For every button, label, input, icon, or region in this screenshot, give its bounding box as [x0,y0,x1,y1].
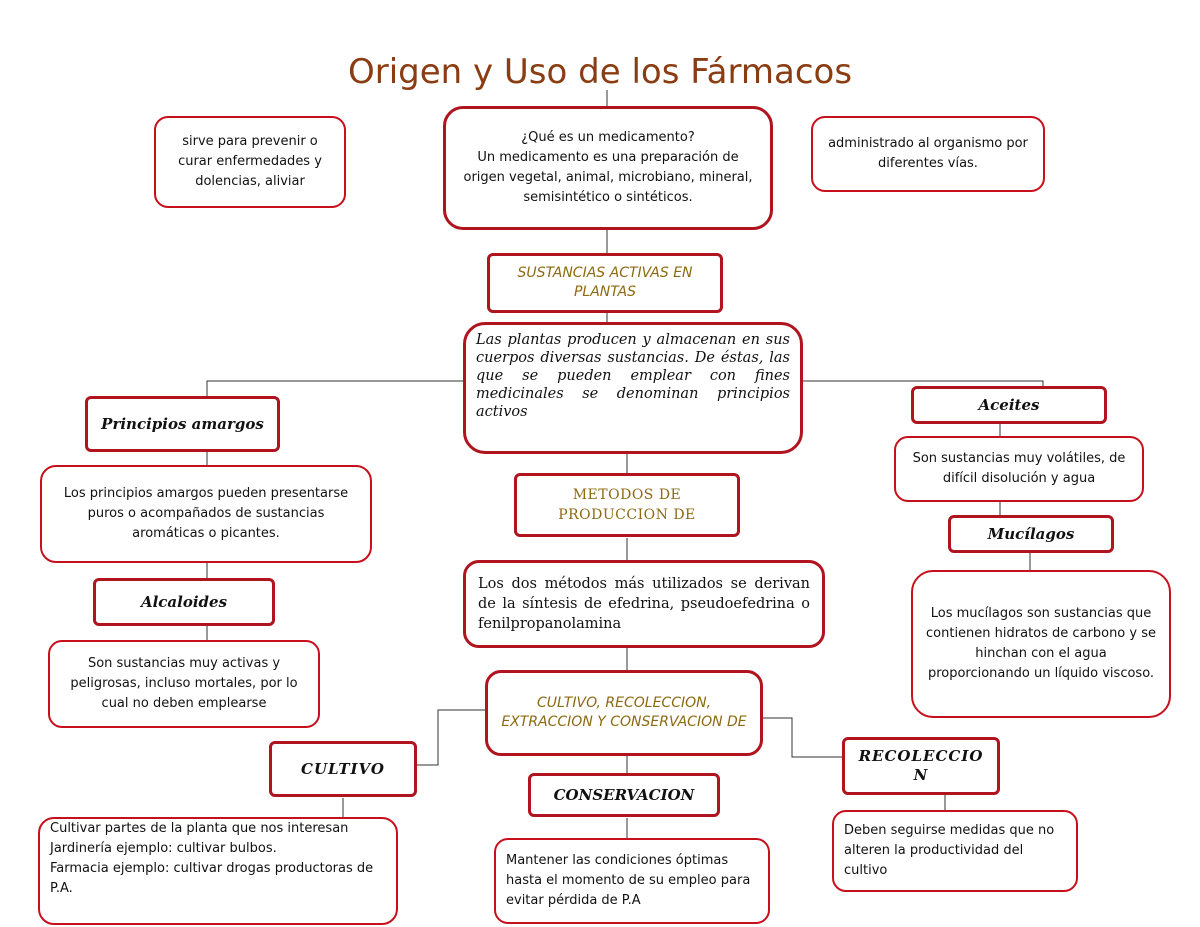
mucilagos-desc-box [911,570,1171,718]
plantas-producen-text: Las plantas producen y almacenan en sus cuerpos diversas sustancias. De éstas, las que se pueden emplear con fines medicinales se denominan principios activos [476,332,790,420]
administrado-box [811,116,1045,192]
cultivo-desc-line-3: Farmacia ejemplo: cultivar drogas productoras de P.A. [50,861,374,896]
recoleccion-label: RECOLECCIO N [858,747,984,784]
alcaloides-desc-text: Son sustancias muy activas y peligrosas, incluso mortales, por lo cual no deben emplearse [70,656,298,711]
alcaloides-label: Alcaloides [140,592,228,611]
plantas-producen-box [463,322,803,454]
cultivo-recoleccion-label: CULTIVO, RECOLECCION, EXTRACCION Y CONSERVACION DE [501,695,747,730]
aceites-box [911,386,1107,424]
alcaloides-box [93,578,275,626]
medicamento-box [443,106,773,230]
recoleccion-desc-box [832,810,1078,892]
mucilagos-label: Mucílagos [987,524,1075,543]
aceites-desc-text: Son sustancias muy volátiles, de difícil disolución y agua [912,451,1126,486]
conservacion-box [528,773,720,817]
diagram-title: Origen y Uso de los Fármacos [347,52,853,92]
cultivo-label: CULTIVO [301,759,385,778]
conservacion-label: CONSERVACION [553,785,695,804]
administrado-text: administrado al organismo por diferentes vías. [828,136,1028,171]
recoleccion-box [842,737,1000,795]
principios-amargos-desc-box [40,465,372,563]
conservacion-desc-box [494,838,770,924]
aceites-label: Aceites [978,395,1040,414]
mucilagos-box [948,515,1114,553]
mucilagos-desc-text: Los mucílagos son sustancias que contienen hidratos de carbono y se hinchan con el agua proporcionando un líquido viscoso. [926,606,1156,681]
sustancias-activas-label: SUSTANCIAS ACTIVAS EN PLANTAS [517,265,693,300]
cultivo-desc-line-2: Jardinería ejemplo: cultivar bulbos. [50,841,277,856]
alcaloides-desc-box [48,640,320,728]
medicamento-question: ¿Qué es un medicamento? [521,130,695,145]
metodos-box [514,473,740,537]
metodos-desc-box [463,560,825,648]
metodos-label: METODOS DE PRODUCCION DE [558,487,696,523]
sustancias-activas-box [487,253,723,313]
cultivo-box [269,741,417,797]
cultivo-recoleccion-box [485,670,763,756]
principios-amargos-label: Principios amargos [101,414,264,433]
principios-amargos-box [85,396,280,452]
principios-amargos-desc-text: Los principios amargos pueden presentarse puros o acompañados de sustancias aromáticas o picantes. [63,486,349,541]
prevenir-box [154,116,346,208]
recoleccion-desc-text: Deben seguirse medidas que no alteren la productividad del cultivo [844,823,1055,878]
metodos-desc-text: Los dos métodos más utilizados se derivan de la síntesis de efedrina, pseudoefedrina o fenilpropanolamina [478,576,810,632]
conservacion-desc-text: Mantener las condiciones óptimas hasta el momento de su empleo para evitar pérdida de P.A [506,853,751,908]
aceites-desc-box [894,436,1144,502]
cultivo-desc-line-1: Cultivar partes de la planta que nos interesan [50,821,349,836]
medicamento-answer: Un medicamento es una preparación de origen vegetal, animal, microbiano, mineral, semisintético o sintéticos. [463,150,753,205]
prevenir-text: sirve para prevenir o curar enfermedades y dolencias, aliviar [178,134,322,189]
cultivo-desc-box [38,817,398,925]
